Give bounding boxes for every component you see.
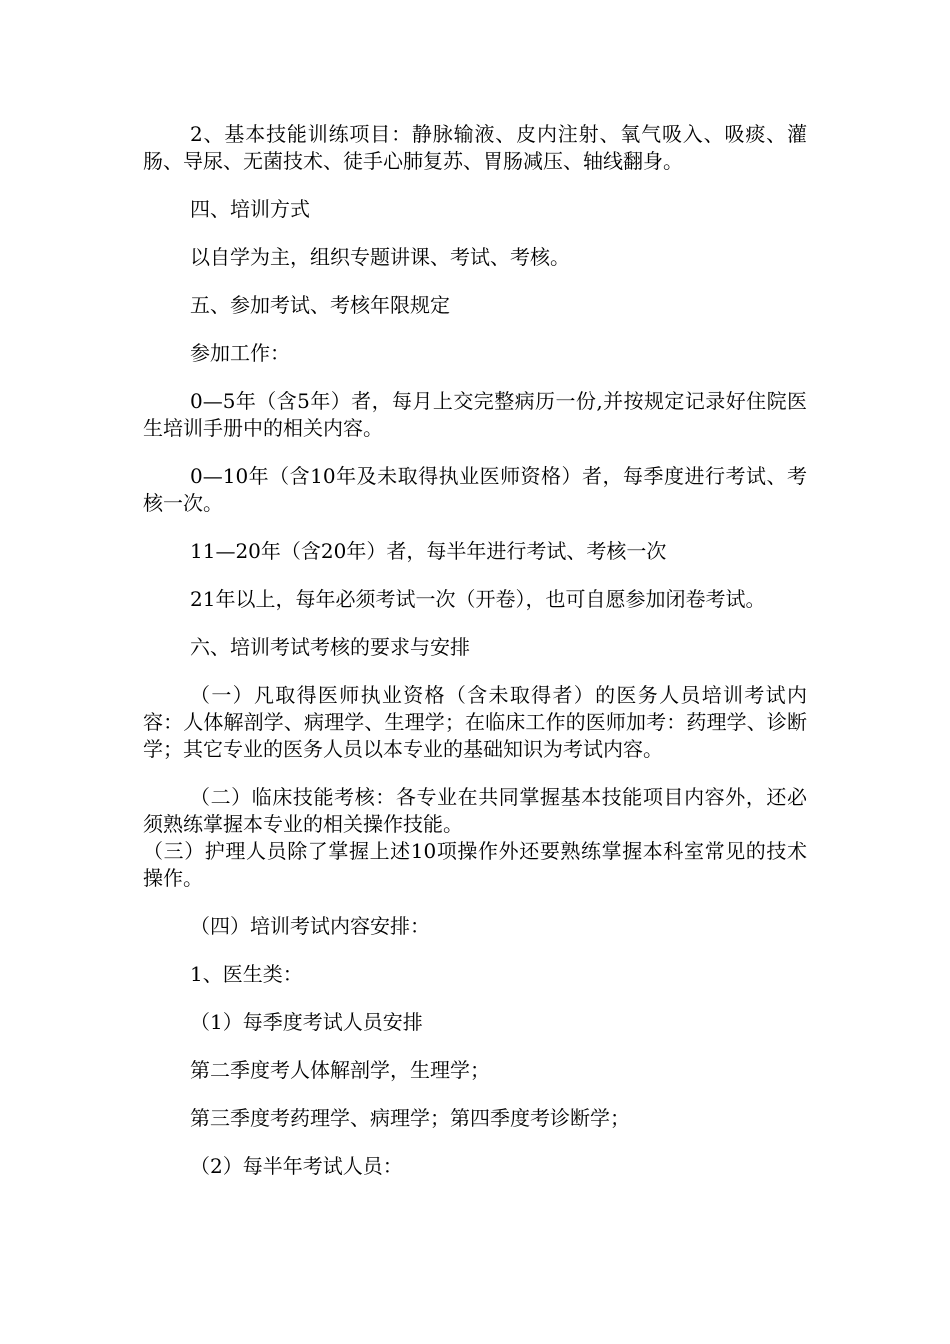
paragraph-requirement-4: （四）培训考试内容安排： bbox=[190, 914, 430, 938]
paragraph-requirement-1: （一）凡取得医师执业资格（含未取得者）的医务人员培训考试内容：人体解剖学、病理学、生理学；在临床工作的医师加考：药理学、诊断学；其它专业的医务人员以本专业的基础知识为考试内容。 bbox=[143, 683, 807, 761]
paragraph-half-year-exam: （2）每半年考试人员： bbox=[190, 1154, 403, 1178]
document-body bbox=[143, 121, 807, 1201]
paragraph-requirement-2: （二）临床技能考核：各专业在共同掌握基本技能项目内容外，还必须熟练掌握本专业的相关操作技能。 bbox=[143, 785, 807, 836]
paragraph-quarterly-exam: （1）每季度考试人员安排 bbox=[190, 1010, 423, 1034]
paragraph-training-method: 以自学为主，组织专题讲课、考试、考核。 bbox=[190, 245, 570, 269]
heading-training-method: 四、培训方式 bbox=[190, 197, 310, 221]
paragraph-0-5-years: 0—5年（含5年）者，每月上交完整病历一份,并按规定记录好住院医生培训手册中的相关内容。 bbox=[143, 389, 807, 440]
heading-requirements: 六、培训考试考核的要求与安排 bbox=[190, 635, 470, 659]
paragraph-doctor-category: 1、医生类： bbox=[190, 962, 303, 986]
paragraph-third-fourth-quarter: 第三季度考药理学、病理学；第四季度考诊断学； bbox=[190, 1106, 630, 1130]
paragraph-work-years-label: 参加工作： bbox=[190, 341, 290, 365]
paragraph-21-years: 21年以上，每年必须考试一次（开卷），也可自愿参加闭卷考试。 bbox=[190, 587, 766, 611]
paragraph-second-quarter: 第二季度考人体解剖学，生理学； bbox=[190, 1058, 490, 1082]
paragraph-11-20-years: 11—20年（含20年）者，每半年进行考试、考核一次 bbox=[190, 539, 667, 563]
paragraph-requirement-3: （三）护理人员除了掌握上述10项操作外还要熟练掌握本科室常见的技术操作。 bbox=[143, 839, 807, 890]
paragraph-0-10-years: 0—10年（含10年及未取得执业医师资格）者，每季度进行考试、考核一次。 bbox=[143, 464, 807, 515]
heading-exam-years: 五、参加考试、考核年限规定 bbox=[190, 293, 450, 317]
paragraph-basic-skills: 2、基本技能训练项目：静脉输液、皮内注射、氧气吸入、吸痰、灌肠、导尿、无菌技术、徒手心肺复苏、胃肠减压、轴线翻身。 bbox=[143, 122, 807, 173]
